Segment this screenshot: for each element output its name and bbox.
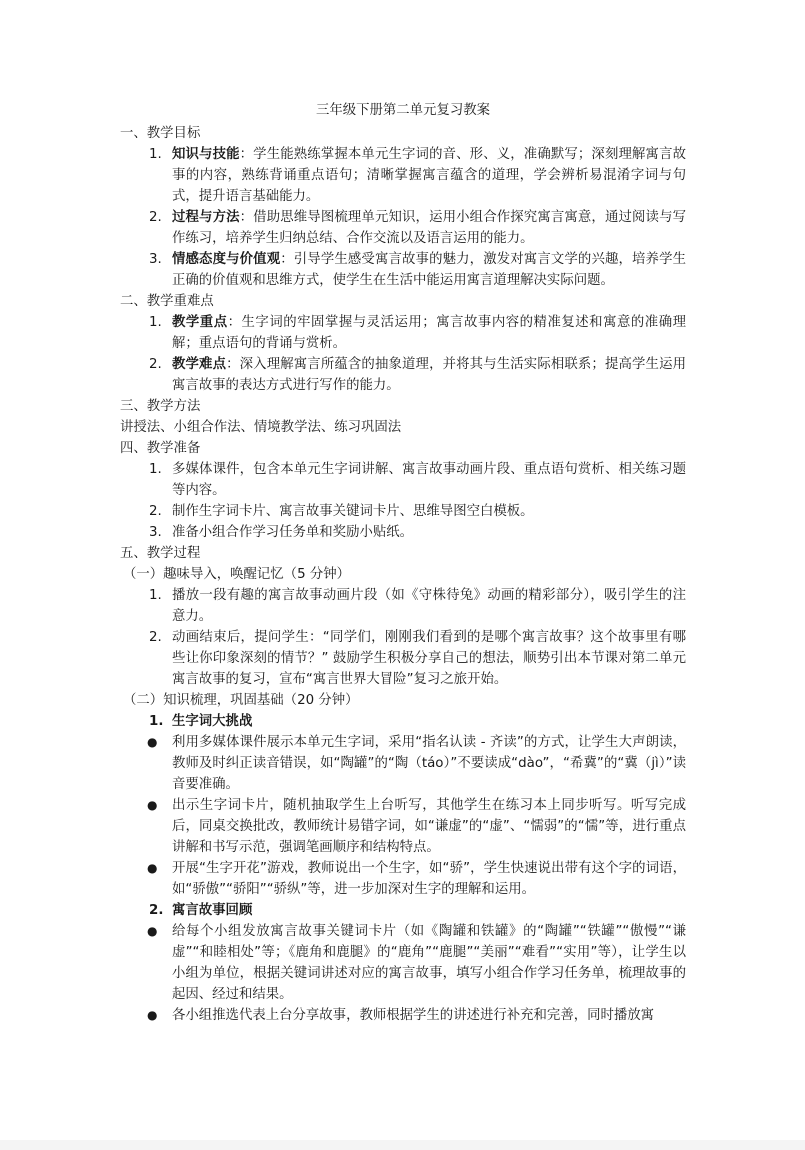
bullet-icon: ●: [147, 735, 158, 749]
item-text: 出示生字词卡片，随机抽取学生上台听写，其他学生在练习本上同步听写。听写完成后，同桌交换批改，教师统计易错字词，如“谦虚”的“虚”、“懦弱”的“懦”等，进行重点讲解和书写示范，强调笔画顺序和结构特点。: [172, 798, 686, 855]
item-label: 过程与方法: [172, 210, 240, 225]
section-heading: 一、教学目标: [120, 126, 201, 141]
list-number: 1.: [149, 147, 162, 162]
section-heading: 四、教学准备: [120, 441, 201, 456]
item-text: 各小组推选代表上台分享故事，教师根据学生的讲述进行补充和完善，同时播放寓: [172, 1008, 655, 1023]
section-heading: 二、教学重难点: [120, 294, 214, 309]
item-text: 给每个小组发放寓言故事关键词卡片（如《陶罐和铁罐》的“陶罐”“铁罐”“傲慢”“谦虚”“和睦相处”等；《鹿角和鹿腿》的“鹿角”“鹿腿”“美丽”“难看”“实用”等），让学生以小组为单位，根据关键词讲述对应的寓言故事，填写小组合作学习任务单，梳理故事的起因、经过和结果。: [172, 924, 686, 1002]
item-text: 动画结束后，提问学生：“同学们，刚刚我们看到的是哪个寓言故事？这个故事里有哪些让你印象深刻的情节？” 鼓励学生积极分享自己的想法，顺势引出本节课对第二单元寓言故事的复习，宣布“寓言世界大冒险”复习之旅开始。: [172, 630, 686, 687]
item-label: 寓言故事回顾: [172, 903, 253, 918]
list-item: [120, 585, 686, 627]
bullet-item: [120, 858, 686, 900]
item-text: 播放一段有趣的寓言故事动画片段（如《守株待兔》动画的精彩部分），吸引学生的注意力。: [172, 588, 686, 624]
item-text: ：学生能熟练掌握本单元生字词的音、形、义，准确默写；深刻理解寓言故事的内容，熟练背诵重点语句；清晰掌握寓言蕴含的道理，学会辨析易混淆字词与句式，提升语言基础能力。: [172, 147, 687, 204]
list-item: [120, 627, 686, 690]
list-item: [120, 501, 686, 522]
numbered-subheading: [120, 711, 686, 732]
item-text: ：引导学生感受寓言故事的魅力，激发对寓言文学的兴趣，培养学生正确的价值观和思维方式，使学生在生活中能运用寓言道理解决实际问题。: [172, 252, 687, 288]
item-label: 教学重点: [172, 315, 228, 330]
list-number: 3.: [149, 252, 162, 267]
list-item: [120, 312, 686, 354]
subsection-heading: （一）趣味导入，唤醒记忆（5 分钟）: [123, 567, 351, 582]
item-label: 教学难点: [172, 357, 227, 372]
item-text: 利用多媒体课件展示本单元生字词，采用“指名认读 - 齐读”的方式，让学生大声朗读，教师及时纠正读音错误，如“陶罐”的“陶（táo）”不要读成“dào”，“希冀”的“冀（jì）”读音要准确。: [172, 735, 686, 792]
item-text: 准备小组合作学习任务单和奖励小贴纸。: [172, 525, 414, 540]
list-item: [120, 144, 686, 207]
section-heading: 五、教学过程: [120, 546, 201, 561]
bullet-item: [120, 795, 686, 858]
list-number: 3.: [149, 525, 162, 540]
list-number: 2.: [149, 357, 162, 372]
page-title: 三年级下册第二单元复习教案: [315, 103, 491, 118]
bullet-icon: ●: [147, 1008, 158, 1022]
document-body: [120, 100, 686, 1026]
list-number: 1.: [149, 714, 164, 729]
item-text: 开展“生字开花”游戏，教师说出一个生字，如“骄”，学生快速说出带有这个字的词语，如“骄傲”“骄阳”“骄纵”等，进一步加深对生字的理解和运用。: [172, 861, 686, 897]
list-number: 2.: [149, 903, 164, 918]
bullet-item: [120, 921, 686, 1005]
numbered-subheading: [120, 900, 686, 921]
list-number: 2.: [149, 504, 162, 519]
list-item: [120, 354, 686, 396]
item-text: 多媒体课件，包含本单元生字词讲解、寓言故事动画片段、重点语句赏析、相关练习题等内容。: [172, 462, 686, 498]
subsection-heading: （二）知识梳理，巩固基础（20 分钟）: [123, 693, 359, 708]
bullet-icon: ●: [147, 798, 158, 812]
paragraph: 讲授法、小组合作法、情境教学法、练习巩固法: [120, 420, 402, 435]
item-label: 情感态度与价值观: [172, 252, 281, 267]
item-label: 知识与技能: [172, 147, 240, 162]
list-number: 2.: [149, 630, 162, 645]
section-heading: 三、教学方法: [120, 399, 201, 414]
list-number: 1.: [149, 462, 162, 477]
list-item: [120, 522, 686, 543]
list-number: 2.: [149, 210, 162, 225]
item-text: ：深入理解寓言所蕴含的抽象道理，并将其与生活实际相联系；提高学生运用寓言故事的表达方式进行写作的能力。: [172, 357, 687, 393]
bullet-icon: ●: [147, 861, 158, 875]
list-number: 1.: [149, 588, 162, 603]
list-item: [120, 207, 686, 249]
item-text: 制作生字词卡片、寓言故事关键词卡片、思维导图空白模板。: [172, 504, 534, 519]
bullet-icon: ●: [147, 924, 158, 938]
bullet-item: [120, 1005, 686, 1026]
item-text: ：借助思维导图梳理单元知识，运用小组合作探究寓言寓意，通过阅读与写作练习，培养学生归纳总结、合作交流以及语言运用的能力。: [172, 210, 687, 246]
item-label: 生字词大挑战: [172, 714, 253, 729]
list-item: [120, 249, 686, 291]
bullet-item: [120, 732, 686, 795]
list-item: [120, 459, 686, 501]
list-number: 1.: [149, 315, 162, 330]
item-text: ：生字词的牢固掌握与灵活运用；寓言故事内容的精准复述和寓意的准确理解；重点语句的背诵与赏析。: [172, 315, 686, 351]
